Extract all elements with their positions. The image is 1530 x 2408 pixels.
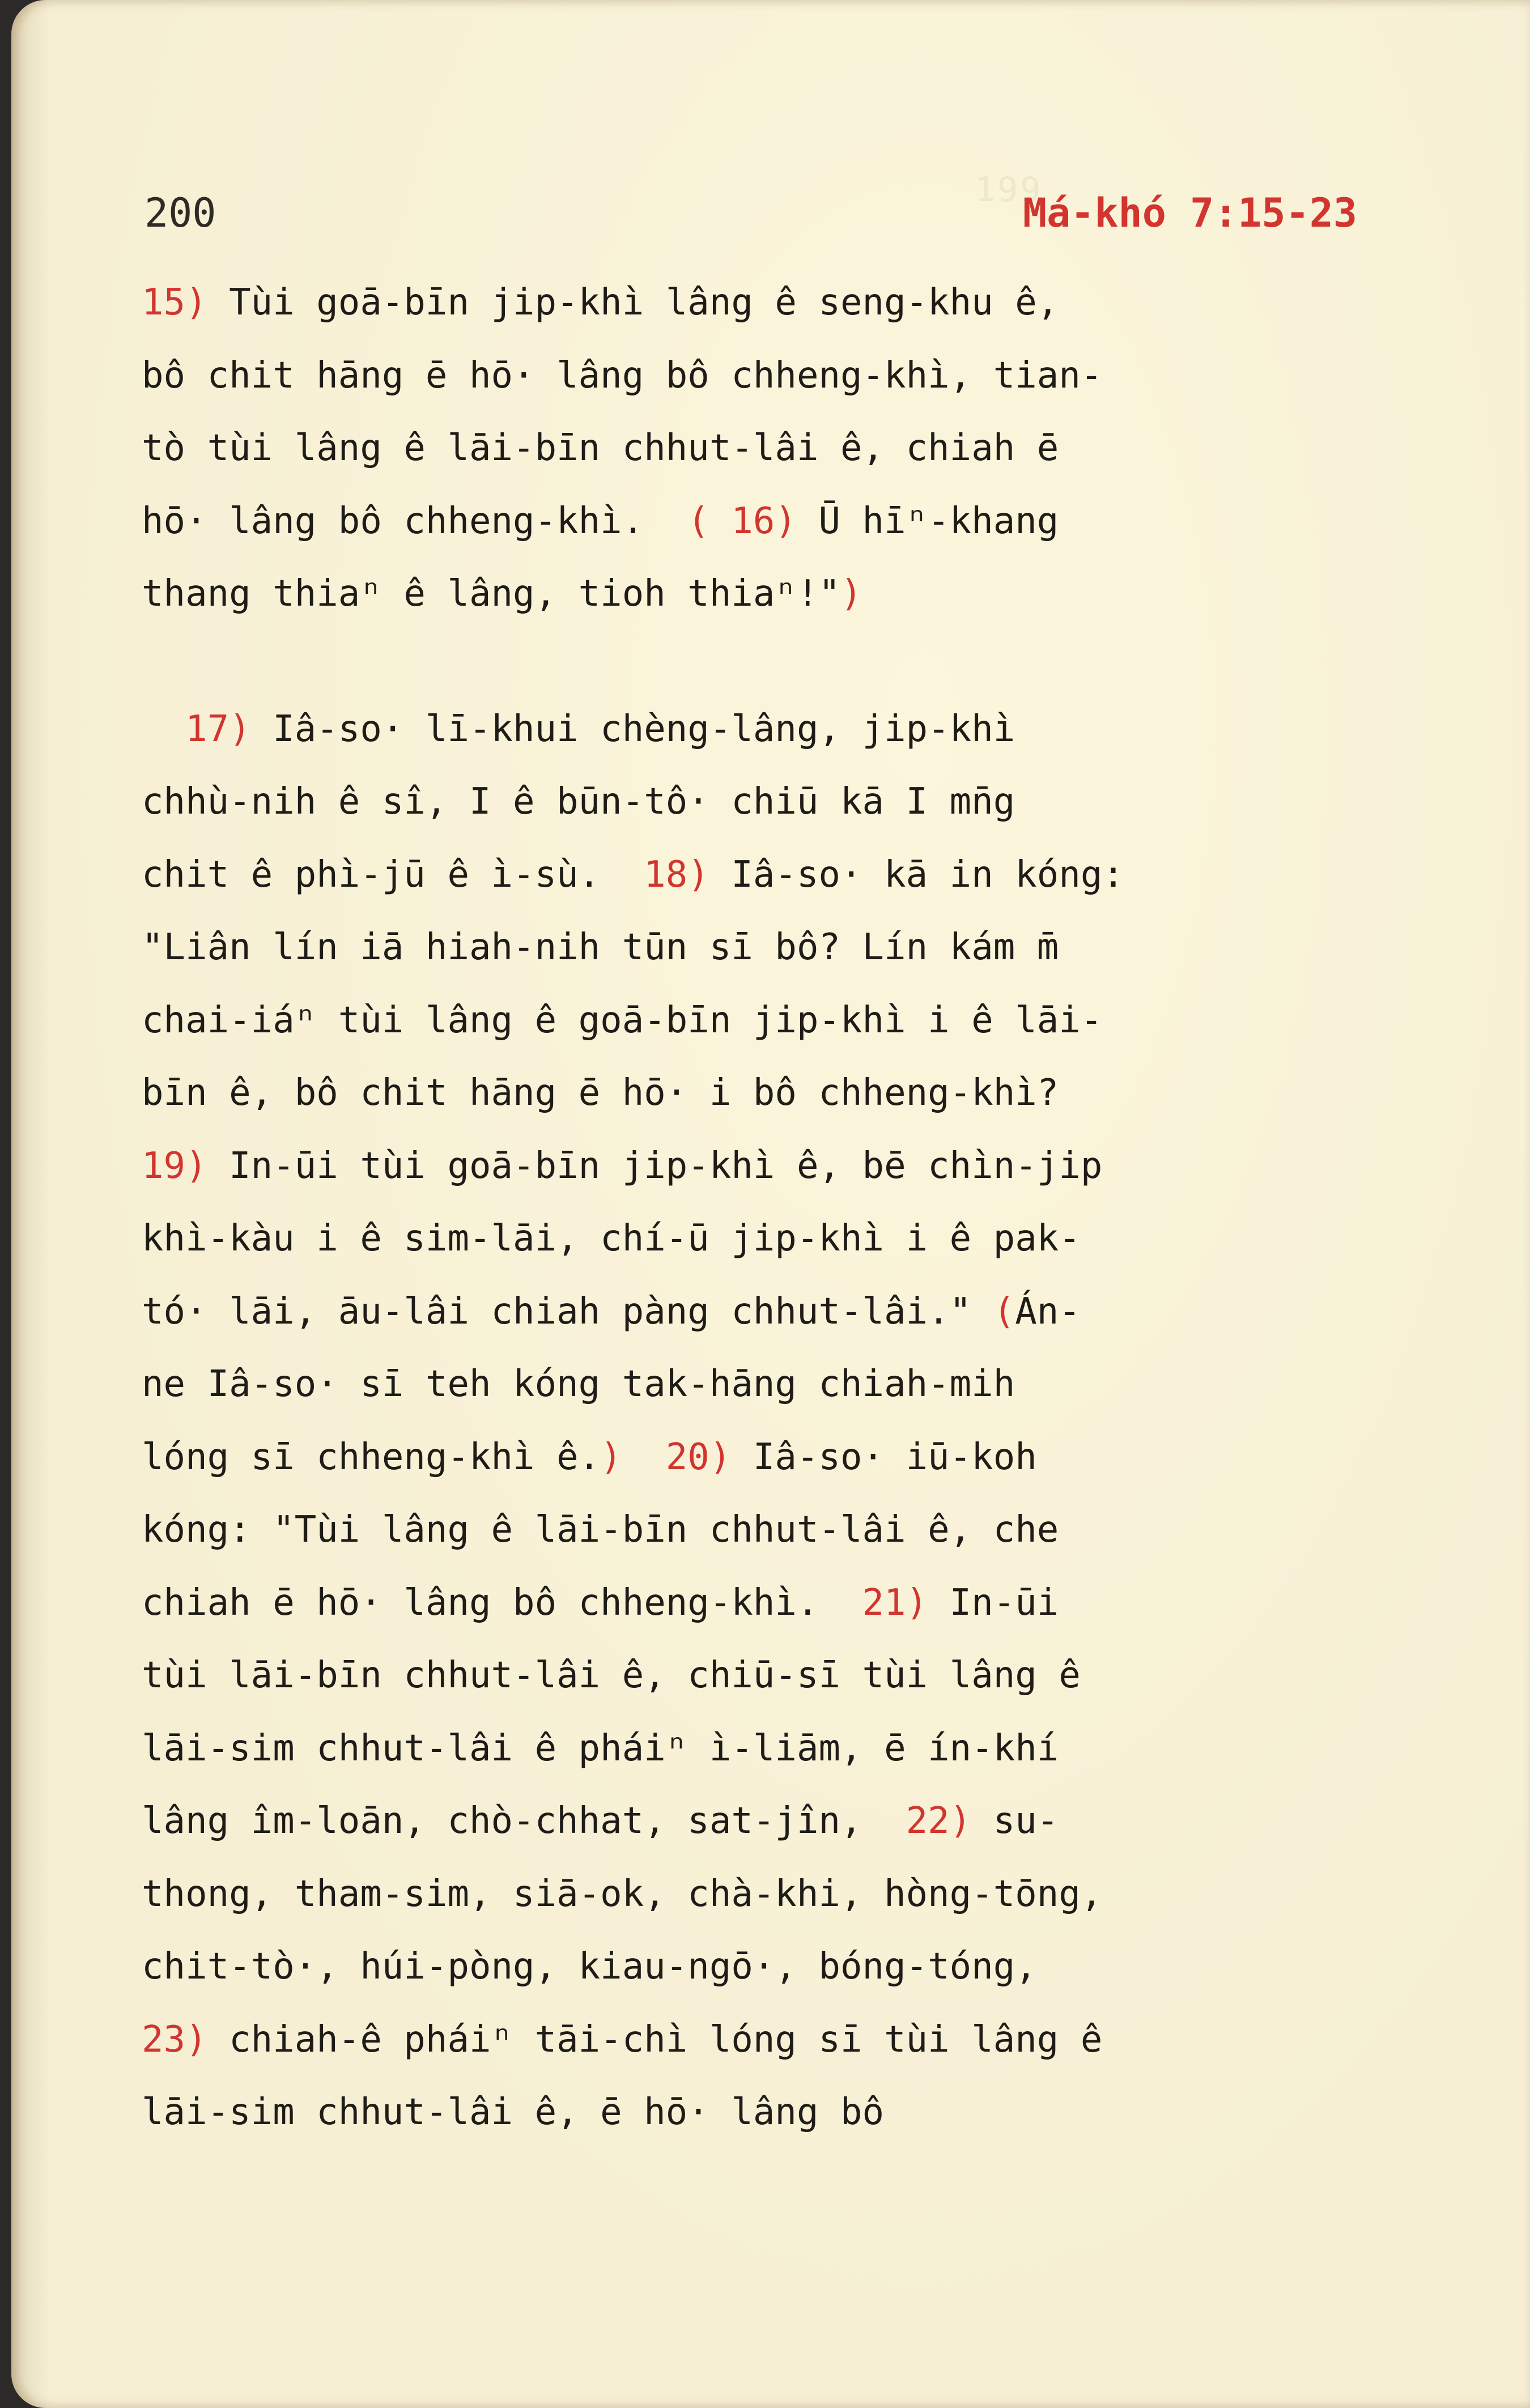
text-line	[142, 1494, 1417, 1567]
line-text: chiah-ê pháiⁿ tāi-chì lóng sī tùi lâng ê	[207, 2018, 1103, 2061]
line-text: thang thiaⁿ ê lâng, tioh thiaⁿ!"	[142, 573, 840, 615]
text-line	[142, 1421, 1417, 1494]
book-page	[11, 0, 1530, 2408]
verse-number: 19)	[142, 1145, 207, 1187]
line-text: su-	[971, 1800, 1059, 1842]
line-text: chai-iáⁿ tùi lâng ê goā-bīn jip-khì i ê lāi-	[142, 999, 1103, 1041]
verse-number: 22)	[906, 1800, 972, 1842]
line-text: lâng îm-loān, chò-chhat, sat-jîn,	[142, 1800, 906, 1842]
line-text: khì-kàu i ê sim-lāi, chí-ū jip-khì i ê pak-	[142, 1218, 1081, 1260]
line-text: thong, tham-sim, siā-ok, chà-khi, hòng-tōng,	[142, 1873, 1103, 1915]
text-line	[142, 1275, 1417, 1348]
text-line	[142, 1785, 1417, 1858]
line-text: lāi-sim chhut-lâi ê pháiⁿ ì-liām, ē ín-khí	[142, 1727, 1059, 1769]
text-line	[142, 558, 1417, 631]
line-text: hō· lâng bô chheng-khì.	[142, 500, 688, 542]
text-line	[142, 693, 1417, 766]
verse-number: ( 16)	[687, 500, 797, 542]
line-text: bô chit hāng ē hō· lâng bô chheng-khì, tian-	[142, 354, 1103, 397]
verse-number: 21)	[862, 1581, 928, 1624]
line-text: Iâ-so· lī-khui chèng-lâng, jip-khì	[250, 708, 1015, 750]
line-text: bīn ê, bô chit hāng ē hō· i bô chheng-khì?	[142, 1072, 1059, 1114]
line-text: ne Iâ-so· sī teh kóng tak-hāng chiah-mih	[142, 1363, 1015, 1405]
line-text	[142, 708, 185, 750]
text-line	[142, 1567, 1417, 1640]
line-text: chhù-nih ê sî, I ê būn-tô· chiū kā I mn̄g	[142, 781, 1015, 823]
text-line	[142, 485, 1417, 558]
bleed-through-text: 199	[975, 170, 1043, 210]
verse-number: (	[993, 1290, 1015, 1333]
paragraph-gap	[142, 631, 1417, 693]
line-text: Iâ-so· iū-koh	[731, 1436, 1037, 1478]
page-number: 200	[144, 190, 216, 236]
line-text: Án-	[1015, 1290, 1081, 1333]
line-text: Ū hīⁿ-khang	[796, 500, 1059, 542]
text-line	[142, 1639, 1417, 1712]
text-line	[142, 1057, 1417, 1130]
verse-number: ) 20)	[600, 1436, 732, 1478]
text-line	[142, 1930, 1417, 2003]
text-line	[142, 2003, 1417, 2077]
line-text: lāi-sim chhut-lâi ê, ē hō· lâng bô	[142, 2091, 885, 2133]
line-text: "Liân lín iā hiah-nih tūn sī bô? Lín kám m̄	[142, 926, 1059, 968]
text-line	[142, 1348, 1417, 1421]
text-line	[142, 412, 1417, 485]
line-text: Tùi goā-bīn jip-khì lâng ê seng-khu ê,	[207, 282, 1059, 324]
line-text: Iâ-so· kā in kóng:	[709, 853, 1124, 896]
line-text: In-ūi	[928, 1581, 1059, 1624]
text-line	[142, 339, 1417, 412]
line-text: In-ūi tùi goā-bīn jip-khì ê, bē chìn-jip	[207, 1145, 1103, 1187]
line-text: tùi lāi-bīn chhut-lâi ê, chiū-sī tùi lâng ê	[142, 1654, 1081, 1696]
verse-number: 18)	[644, 853, 709, 896]
line-text: chit ê phì-jū ê ì-sù.	[142, 853, 644, 896]
verse-number: 17)	[185, 708, 251, 750]
verse-number: 23)	[142, 2018, 207, 2061]
text-line	[142, 1202, 1417, 1275]
text-line	[142, 2076, 1417, 2149]
text-line	[142, 1130, 1417, 1203]
line-text: tó· lāi, āu-lâi chiah pàng chhut-lâi."	[142, 1290, 993, 1333]
text-line	[142, 839, 1417, 912]
text-line	[142, 911, 1417, 984]
text-line	[142, 266, 1417, 339]
text-line	[142, 984, 1417, 1057]
page-header	[144, 190, 1357, 246]
running-head: Má-khó 7:15-23	[1022, 190, 1357, 236]
scripture-text	[142, 266, 1417, 2149]
text-line	[142, 1712, 1417, 1785]
line-text: chiah ē hō· lâng bô chheng-khì.	[142, 1581, 862, 1624]
line-text: kóng: "Tùi lâng ê lāi-bīn chhut-lâi ê, che	[142, 1509, 1059, 1551]
text-line	[142, 1858, 1417, 1931]
line-text: tò tùi lâng ê lāi-bīn chhut-lâi ê, chiah ē	[142, 427, 1059, 469]
verse-number: )	[840, 573, 862, 615]
line-text: lóng sī chheng-khì ê.	[142, 1436, 601, 1478]
line-text: chit-tò·, húi-pòng, kiau-ngō·, bóng-tóng,	[142, 1946, 1037, 1988]
verse-number: 15)	[142, 282, 207, 324]
text-line	[142, 765, 1417, 839]
